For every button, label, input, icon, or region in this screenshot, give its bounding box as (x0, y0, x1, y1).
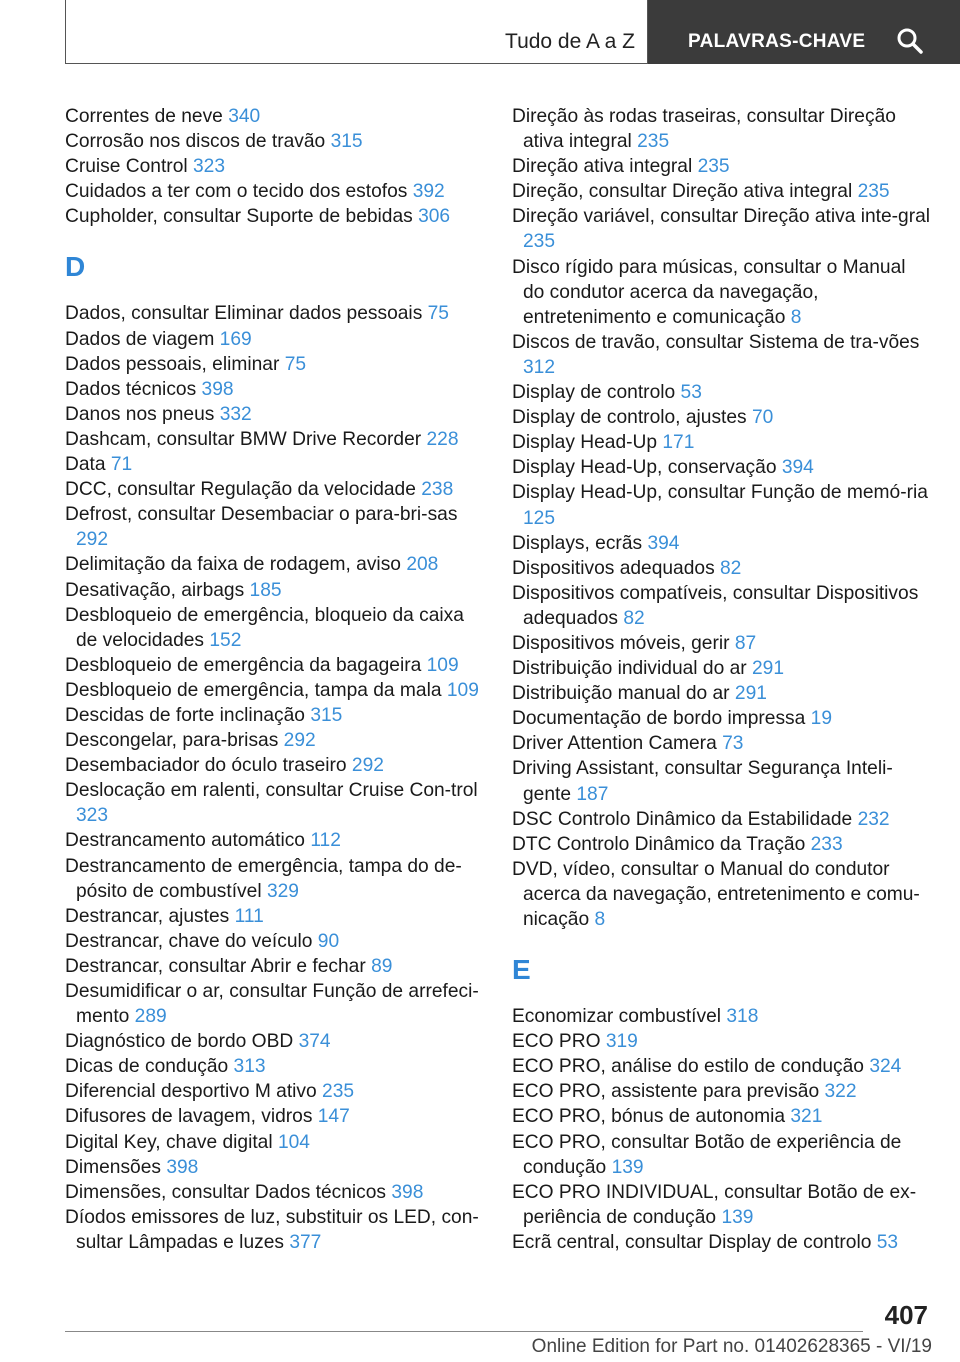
index-entry-text: Documentação de bordo impressa (512, 708, 806, 730)
index-entry (65, 477, 485, 502)
index-column-right (512, 104, 932, 1255)
index-entry (512, 480, 932, 530)
index-entry-text: Distribuição individual do ar (512, 658, 747, 680)
index-page-link[interactable]: 70 (751, 407, 774, 429)
index-page-link[interactable]: 109 (446, 679, 479, 701)
index-entry (65, 129, 485, 154)
index-entry-text: Diagnóstico de bordo OBD (65, 1031, 294, 1053)
index-entry-text: Driving Assistant, consultar Segurança Inteli-gente (512, 758, 893, 805)
index-entry (512, 731, 932, 756)
index-entry (512, 1130, 932, 1180)
index-page-link[interactable]: 75 (427, 303, 449, 325)
index-page-link[interactable]: 398 (391, 1181, 424, 1203)
index-entry (512, 405, 932, 430)
index-page-link[interactable]: 8 (790, 306, 802, 328)
index-page-link[interactable]: 306 (418, 206, 451, 228)
index-entry-text: Direção variável, consultar Direção ativa inte-gral (512, 206, 931, 228)
index-entry (65, 452, 485, 477)
index-page-link[interactable]: 323 (192, 156, 225, 178)
index-page-link[interactable]: 152 (209, 629, 242, 651)
index-entry (512, 104, 932, 154)
index-entry-text: Discos de travão, consultar Sistema de tra-vões (512, 331, 920, 353)
index-page-link[interactable]: 398 (201, 378, 234, 400)
index-page-link[interactable]: 147 (317, 1106, 350, 1128)
index-entry-text: Dimensões (65, 1156, 161, 1178)
index-page-link[interactable]: 169 (219, 328, 252, 350)
index-entry (512, 556, 932, 581)
index-page-link[interactable]: 82 (720, 557, 742, 579)
index-entry (512, 1180, 932, 1230)
index-page-link[interactable]: 235 (523, 231, 556, 253)
index-page-link[interactable]: 73 (722, 733, 744, 755)
index-page-link[interactable]: 318 (726, 1006, 759, 1028)
index-entry-text: Díodos emissores de luz, substituir os LED, con-sultar Lâmpadas e luzes (65, 1206, 479, 1253)
index-entry (65, 1205, 485, 1255)
index-entry (512, 1004, 932, 1029)
index-entry-text: Correntes de neve (65, 106, 223, 127)
index-page-link[interactable]: 315 (330, 131, 363, 153)
index-page-link[interactable]: 235 (637, 131, 670, 153)
index-entry-text: Dispositivos compatíveis, consultar Dispositivos adequados (512, 582, 919, 629)
index-entry (512, 1079, 932, 1104)
index-entry (512, 154, 932, 179)
index-entry (65, 753, 485, 778)
index-page-link[interactable]: 82 (623, 607, 645, 629)
index-entry (65, 154, 485, 179)
index-page-link[interactable]: 312 (523, 356, 556, 378)
index-entry-text: Economizar combustível (512, 1006, 722, 1028)
index-entry-text: Destrancar, chave do veículo (65, 930, 313, 952)
index-entry (512, 531, 932, 556)
index-page-link[interactable]: 292 (351, 755, 384, 777)
index-entry-text: ECO PRO (512, 1031, 601, 1053)
index-entry-text: Destrancar, ajustes (65, 905, 230, 927)
index-entry (512, 455, 932, 480)
index-page-link[interactable]: 377 (289, 1231, 322, 1253)
index-entry (512, 330, 932, 380)
index-page-link[interactable]: 313 (233, 1056, 266, 1078)
index-entry-text: ECO PRO, consultar Botão de experiência de condução (512, 1131, 902, 1178)
index-entry (65, 1130, 485, 1155)
index-page-link[interactable]: 322 (824, 1081, 857, 1103)
index-entry-text: Desbloqueio de emergência, bloqueio da caixa de velocidades (65, 604, 464, 651)
index-entry-text: ECO PRO INDIVIDUAL, consultar Botão de ex-periência de condução (512, 1181, 917, 1228)
index-page-link[interactable]: 171 (662, 432, 695, 454)
index-entry-text: Display de controlo (512, 382, 676, 404)
index-entry (65, 1155, 485, 1180)
footer-divider (65, 1331, 863, 1332)
index-entry-text: Desativação, airbags (65, 579, 245, 601)
index-entry-text: Distribuição manual do ar (512, 683, 730, 705)
index-entry (65, 1079, 485, 1104)
index-entry (512, 255, 932, 330)
index-entry-text: Difusores de lavagem, vidros (65, 1106, 313, 1128)
index-entry (512, 832, 932, 857)
index-page-link[interactable]: 292 (283, 730, 316, 752)
index-entry-text: Destrancamento de emergência, tampa do de-pósito de combustível (65, 855, 462, 902)
index-page-link[interactable]: 235 (857, 181, 890, 203)
index-entry-text: Cupholder, consultar Suporte de bebidas (65, 206, 413, 228)
index-page-link[interactable]: 109 (426, 654, 459, 676)
index-entry (512, 204, 932, 254)
index-entry-text: Diferencial desportivo M ativo (65, 1081, 317, 1103)
index-entry (512, 631, 932, 656)
index-page-link[interactable]: 332 (219, 403, 252, 425)
index-entry-text: Desbloqueio de emergência, tampa da mala (65, 679, 442, 701)
index-letter-heading: E (512, 954, 531, 986)
index-page-link[interactable]: 53 (680, 382, 702, 404)
index-entry (512, 581, 932, 631)
index-entry (512, 756, 932, 806)
index-page-link[interactable]: 235 (697, 156, 730, 178)
tab-keywords-label: PALAVRAS-CHAVE (688, 31, 866, 52)
index-entry-text: Descidas de forte inclinação (65, 704, 305, 726)
index-entry (65, 904, 485, 929)
index-entry-text: Driver Attention Camera (512, 733, 717, 755)
index-page-link[interactable]: 139 (721, 1206, 754, 1228)
index-entry (65, 778, 485, 828)
index-page-link[interactable]: 139 (611, 1156, 644, 1178)
index-entry (65, 352, 485, 377)
index-entry-text: Dados técnicos (65, 378, 197, 400)
index-entry (65, 653, 485, 678)
index-entry (65, 1104, 485, 1129)
index-entry (65, 104, 485, 129)
index-entry-text: Disco rígido para músicas, consultar o Manual do condutor acerca da navegação, entretenimento e comunicação (512, 256, 906, 328)
index-page-link[interactable]: 291 (734, 683, 767, 705)
index-page-link[interactable]: 104 (277, 1131, 310, 1153)
index-page-link[interactable]: 185 (249, 579, 282, 601)
header-tabs (65, 0, 960, 64)
index-page-link[interactable]: 75 (284, 353, 307, 375)
index-entry-text: DCC, consultar Regulação da velocidade (65, 479, 416, 501)
index-entry (65, 678, 485, 703)
index-entry-text: ECO PRO, análise do estilo de condução (512, 1056, 864, 1078)
index-page-link[interactable]: 87 (734, 632, 757, 654)
index-page-link[interactable]: 394 (781, 457, 814, 479)
index-page-link[interactable]: 329 (266, 880, 299, 902)
index-entry (512, 1054, 932, 1079)
index-entry (65, 427, 485, 452)
index-entry-text: DTC Controlo Dinâmico da Tração (512, 833, 806, 855)
index-page-link[interactable]: 111 (234, 905, 264, 927)
index-entry (65, 552, 485, 577)
index-entry (65, 327, 485, 352)
search-icon[interactable] (896, 27, 924, 55)
index-page-link[interactable]: 392 (412, 181, 445, 203)
index-entry (65, 502, 485, 552)
index-entry (65, 954, 485, 979)
index-page-link[interactable]: 235 (322, 1081, 355, 1103)
index-entry (512, 1029, 932, 1054)
tab-a-to-z-label: Tudo de A a Z (505, 30, 635, 53)
index-entry (65, 979, 485, 1029)
index-entry (512, 1230, 932, 1255)
index-entry-text: Display Head-Up, consultar Função de memó-ria (512, 482, 928, 504)
index-entry-text: Deslocação em ralenti, consultar Cruise Con-trol (65, 780, 478, 802)
index-column-left (65, 104, 485, 1255)
index-entry (65, 703, 485, 728)
index-page-link[interactable]: 292 (76, 529, 109, 551)
index-entry-text: Direção ativa integral (512, 156, 693, 178)
index-entry (512, 706, 932, 731)
index-entry (512, 857, 932, 932)
index-page-link[interactable]: 321 (790, 1106, 823, 1128)
index-entry (65, 1054, 485, 1079)
index-entry (512, 1104, 932, 1129)
index-entry (65, 204, 485, 229)
index-entry-text: Danos nos pneus (65, 403, 215, 425)
index-page-link[interactable]: 238 (421, 479, 454, 501)
index-page-link[interactable]: 71 (110, 454, 133, 476)
index-entry-text: Dimensões, consultar Dados técnicos (65, 1181, 387, 1203)
index-entry (512, 656, 932, 681)
index-page-link[interactable]: 315 (310, 704, 343, 726)
index-entry-text: Dados de viagem (65, 328, 215, 350)
index-page-link[interactable]: 323 (76, 805, 109, 827)
index-entry-text: ECO PRO, bónus de autonomia (512, 1106, 786, 1128)
page-number: 407 (884, 1300, 928, 1330)
tab-keywords[interactable] (648, 0, 960, 64)
index-entry-text: Destrancamento automático (65, 830, 305, 852)
index-page-link[interactable]: 89 (371, 955, 393, 977)
index-entry (512, 380, 932, 405)
index-entry-text: ECO PRO, assistente para previsão (512, 1081, 820, 1103)
index-page-link[interactable]: 394 (647, 532, 680, 554)
index-entry-text: Cuidados a ter com o tecido dos estofos (65, 181, 408, 203)
index-entry (512, 807, 932, 832)
index-entry (65, 603, 485, 653)
index-entry-text: Dados pessoais, eliminar (65, 353, 280, 375)
index-entry-text: Direção às rodas traseiras, consultar Direção ativa integral (512, 106, 896, 153)
index-entry-text: Delimitação da faixa de rodagem, aviso (65, 554, 401, 576)
index-entry-text: Data (65, 454, 106, 476)
index-entry (65, 828, 485, 853)
index-page-link[interactable]: 398 (166, 1156, 199, 1178)
index-entry-text: Destrancar, consultar Abrir e fechar (65, 955, 366, 977)
footer-edition: Online Edition for Part no. 01402628365 - VI/19 (531, 1336, 932, 1357)
index-entry-text: Desumidificar o ar, consultar Função de arrefeci-mento (65, 981, 479, 1028)
index-entry (65, 301, 485, 326)
index-entry (65, 402, 485, 427)
index-page-link[interactable]: 187 (576, 783, 609, 805)
index-entry-text: Direção, consultar Direção ativa integral (512, 181, 853, 203)
index-page-link[interactable]: 228 (426, 428, 459, 450)
index-entry-text: Dados, consultar Eliminar dados pessoais (65, 303, 423, 325)
index-entry-text: Ecrã central, consultar Display de controlo (512, 1231, 872, 1253)
index-page-link[interactable]: 8 (594, 909, 606, 930)
index-entry (65, 854, 485, 904)
index-entry-text: Dispositivos adequados (512, 557, 715, 579)
index-entry-text: DSC Controlo Dinâmico da Estabilidade (512, 808, 853, 830)
index-entry-text: Desembaciador do óculo traseiro (65, 755, 347, 777)
index-entry (65, 728, 485, 753)
index-entry (512, 681, 932, 706)
index-page-link[interactable]: 125 (523, 507, 556, 529)
index-entry-text: Display de controlo, ajustes (512, 407, 747, 429)
index-entry (65, 179, 485, 204)
index-page-link[interactable]: 19 (810, 708, 832, 730)
index-page-link[interactable]: 324 (869, 1056, 902, 1078)
index-entry (65, 1029, 485, 1054)
index-entry-text: Displays, ecrãs (512, 532, 643, 554)
index-entry-text: Dashcam, consultar BMW Drive Recorder (65, 428, 422, 450)
index-page-link[interactable]: 340 (228, 106, 261, 127)
index-entry-text: Cruise Control (65, 156, 188, 178)
index-entry-text: Dicas de condução (65, 1056, 229, 1078)
index-page-link[interactable]: 208 (406, 554, 439, 576)
index-entry-text: Corrosão nos discos de travão (65, 131, 326, 153)
index-entry (65, 578, 485, 603)
index-entry-text: DVD, vídeo, consultar o Manual do condutor acerca da navegação, entretenimento e comu-nicação (512, 858, 920, 930)
index-entry-text: Dispositivos móveis, gerir (512, 632, 730, 654)
index-page-link[interactable]: 374 (298, 1031, 331, 1053)
index-page-link[interactable]: 291 (751, 658, 784, 680)
index-page-link[interactable]: 289 (134, 1006, 167, 1028)
index-entry-text: Desbloqueio de emergência da bagageira (65, 654, 422, 676)
index-page-link[interactable]: 319 (605, 1031, 638, 1053)
tab-a-to-z[interactable] (65, 0, 648, 64)
index-page-link[interactable]: 90 (317, 930, 340, 952)
index-entry-text: Defrost, consultar Desembaciar o para-bri-sas (65, 504, 458, 526)
index-entry (65, 377, 485, 402)
index-entry-text: Descongelar, para-brisas (65, 730, 279, 752)
index-page-link[interactable]: 53 (876, 1231, 899, 1253)
index-entry (512, 179, 932, 204)
index-entry-text: Digital Key, chave digital (65, 1131, 273, 1153)
index-page-link[interactable]: 112 (310, 830, 341, 852)
index-entry-text: Display Head-Up, conservação (512, 457, 777, 479)
index-letter-heading: D (65, 251, 86, 283)
index-entry-text: Display Head-Up (512, 432, 658, 454)
index-entry (65, 929, 485, 954)
index-page-link[interactable]: 233 (810, 833, 843, 855)
index-page-link[interactable]: 232 (857, 808, 890, 830)
index-entry (65, 1180, 485, 1205)
index-entry (512, 430, 932, 455)
